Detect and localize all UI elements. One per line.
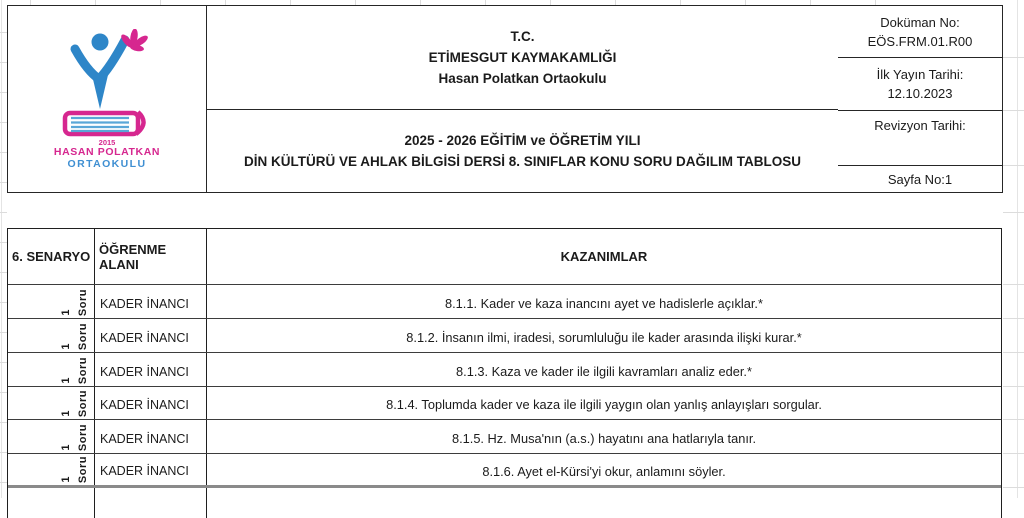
kazanim-cell[interactable]: 8.1.2. İnsanın ilmi, iradesi, sorumluluğu ile kader arasında ilişki kurar.* xyxy=(406,329,802,345)
soru-count-cell[interactable] xyxy=(8,454,95,485)
kazanim-cell[interactable]: 8.1.1. Kader ve kaza inancını ayet ve hadislerle açıklar.* xyxy=(445,295,763,311)
soru-unit: Soru xyxy=(77,455,89,483)
logo-year: 2015 xyxy=(98,137,116,147)
kazanim-cell[interactable]: 8.1.4. Toplumda kader ve kaza ile ilgili yaygın olan yanlış anlayışları sorgular. xyxy=(386,397,822,412)
soru-count: 1 xyxy=(60,309,72,316)
org-line-tc: T.C. xyxy=(510,29,535,44)
revision-date-cell[interactable] xyxy=(838,111,1002,166)
konu-soru-dagilim-table xyxy=(7,228,1002,518)
org-line-kaymakamlik: ETİMESGUT KAYMAKAMLIĞI xyxy=(428,50,617,65)
soru-unit: Soru xyxy=(77,288,89,316)
doc-no-cell[interactable] xyxy=(838,6,1002,58)
revision-label: Revizyon Tarihi: xyxy=(874,118,966,133)
title-subject-line: DİN KÜLTÜRÜ VE AHLAK BİLGİSİ DERSİ 8. SINIFLAR KONU SORU DAĞILIM TABLOSU xyxy=(243,154,801,169)
kazanim-cell[interactable] xyxy=(207,488,1001,518)
table-row xyxy=(8,387,1001,420)
soru-count-cell[interactable] xyxy=(8,488,95,518)
first-issue-label: İlk Yayın Tarihi: xyxy=(876,67,964,82)
ogrenme-alani-cell[interactable]: KADER İNANCI xyxy=(95,353,207,386)
soru-count: 1 xyxy=(60,410,72,417)
org-title-cell[interactable] xyxy=(207,6,838,110)
ogrenme-alani-cell[interactable]: KADER İNANCI xyxy=(95,285,207,318)
soru-count-cell[interactable] xyxy=(8,420,95,453)
table-row xyxy=(8,454,1001,488)
ogrenme-alani-cell[interactable]: KADER İNANCI xyxy=(95,387,207,419)
soru-count: 1 xyxy=(60,476,72,483)
table-row-partial xyxy=(8,488,1001,518)
first-issue-cell[interactable] xyxy=(838,58,1002,111)
kazanim-cell[interactable]: 8.1.6. Ayet el-Kürsi'yi okur, anlamını söyler. xyxy=(482,463,726,479)
soru-unit: Soru xyxy=(77,356,89,384)
logo-school-name: HASAN POLATKAN xyxy=(53,145,161,158)
soru-count: 1 xyxy=(60,377,72,384)
soru-count: 1 xyxy=(60,444,72,451)
ogrenme-alani-cell[interactable]: KADER İNANCI xyxy=(95,319,207,352)
soru-count: 1 xyxy=(60,343,72,350)
title-year-line: 2025 - 2026 EĞİTİM ve ÖĞRETİM YILI xyxy=(404,133,641,148)
school-logo-icon xyxy=(37,29,177,137)
table-header-row xyxy=(8,229,1001,285)
kazanim-cell[interactable]: 8.1.5. Hz. Musa'nın (a.s.) hayatını ana hatlarıyla tanır. xyxy=(451,430,757,446)
doc-no-label: Doküman No: xyxy=(880,14,960,30)
soru-unit: Soru xyxy=(77,389,89,417)
document-header xyxy=(7,5,1003,193)
soru-unit: Soru xyxy=(77,423,89,451)
doc-no-value: EÖS.FRM.01.R00 xyxy=(867,33,973,49)
soru-count-cell[interactable] xyxy=(8,319,95,352)
table-row xyxy=(8,285,1001,319)
ogrenme-alani-cell[interactable]: KADER İNANCI xyxy=(95,420,207,453)
table-row xyxy=(8,319,1001,353)
table-row xyxy=(8,420,1001,454)
book-icon xyxy=(65,112,144,134)
col-header-senaryo[interactable]: 6. SENARYO xyxy=(8,229,95,284)
soru-count-cell[interactable] xyxy=(8,387,95,419)
first-issue-value: 12.10.2023 xyxy=(887,86,953,101)
soru-unit: Soru xyxy=(77,322,89,350)
logo-school-type: ORTAOKULU xyxy=(67,157,147,170)
document-title-cell[interactable] xyxy=(207,110,838,192)
table-row xyxy=(8,353,1001,387)
ogrenme-alani-cell[interactable]: KADER İNANCI xyxy=(95,454,207,485)
kazanim-cell[interactable]: 8.1.3. Kaza ve kader ile ilgili kavramları analiz eder.* xyxy=(456,363,752,379)
ogrenme-alani-cell[interactable] xyxy=(95,488,207,518)
page-no-label: Sayfa No:1 xyxy=(887,171,953,187)
doc-info-column xyxy=(838,6,1002,192)
header-center xyxy=(207,6,838,192)
soru-count-cell[interactable] xyxy=(8,285,95,318)
page-no-cell[interactable] xyxy=(838,166,1002,192)
school-logo xyxy=(8,6,207,192)
col-header-kazanimlar[interactable]: KAZANIMLAR xyxy=(560,249,648,264)
org-line-school: Hasan Polatkan Ortaokulu xyxy=(438,71,607,86)
soru-count-cell[interactable] xyxy=(8,353,95,386)
col-header-ogrenme-alani[interactable]: ÖĞRENME ALANI xyxy=(95,229,207,284)
